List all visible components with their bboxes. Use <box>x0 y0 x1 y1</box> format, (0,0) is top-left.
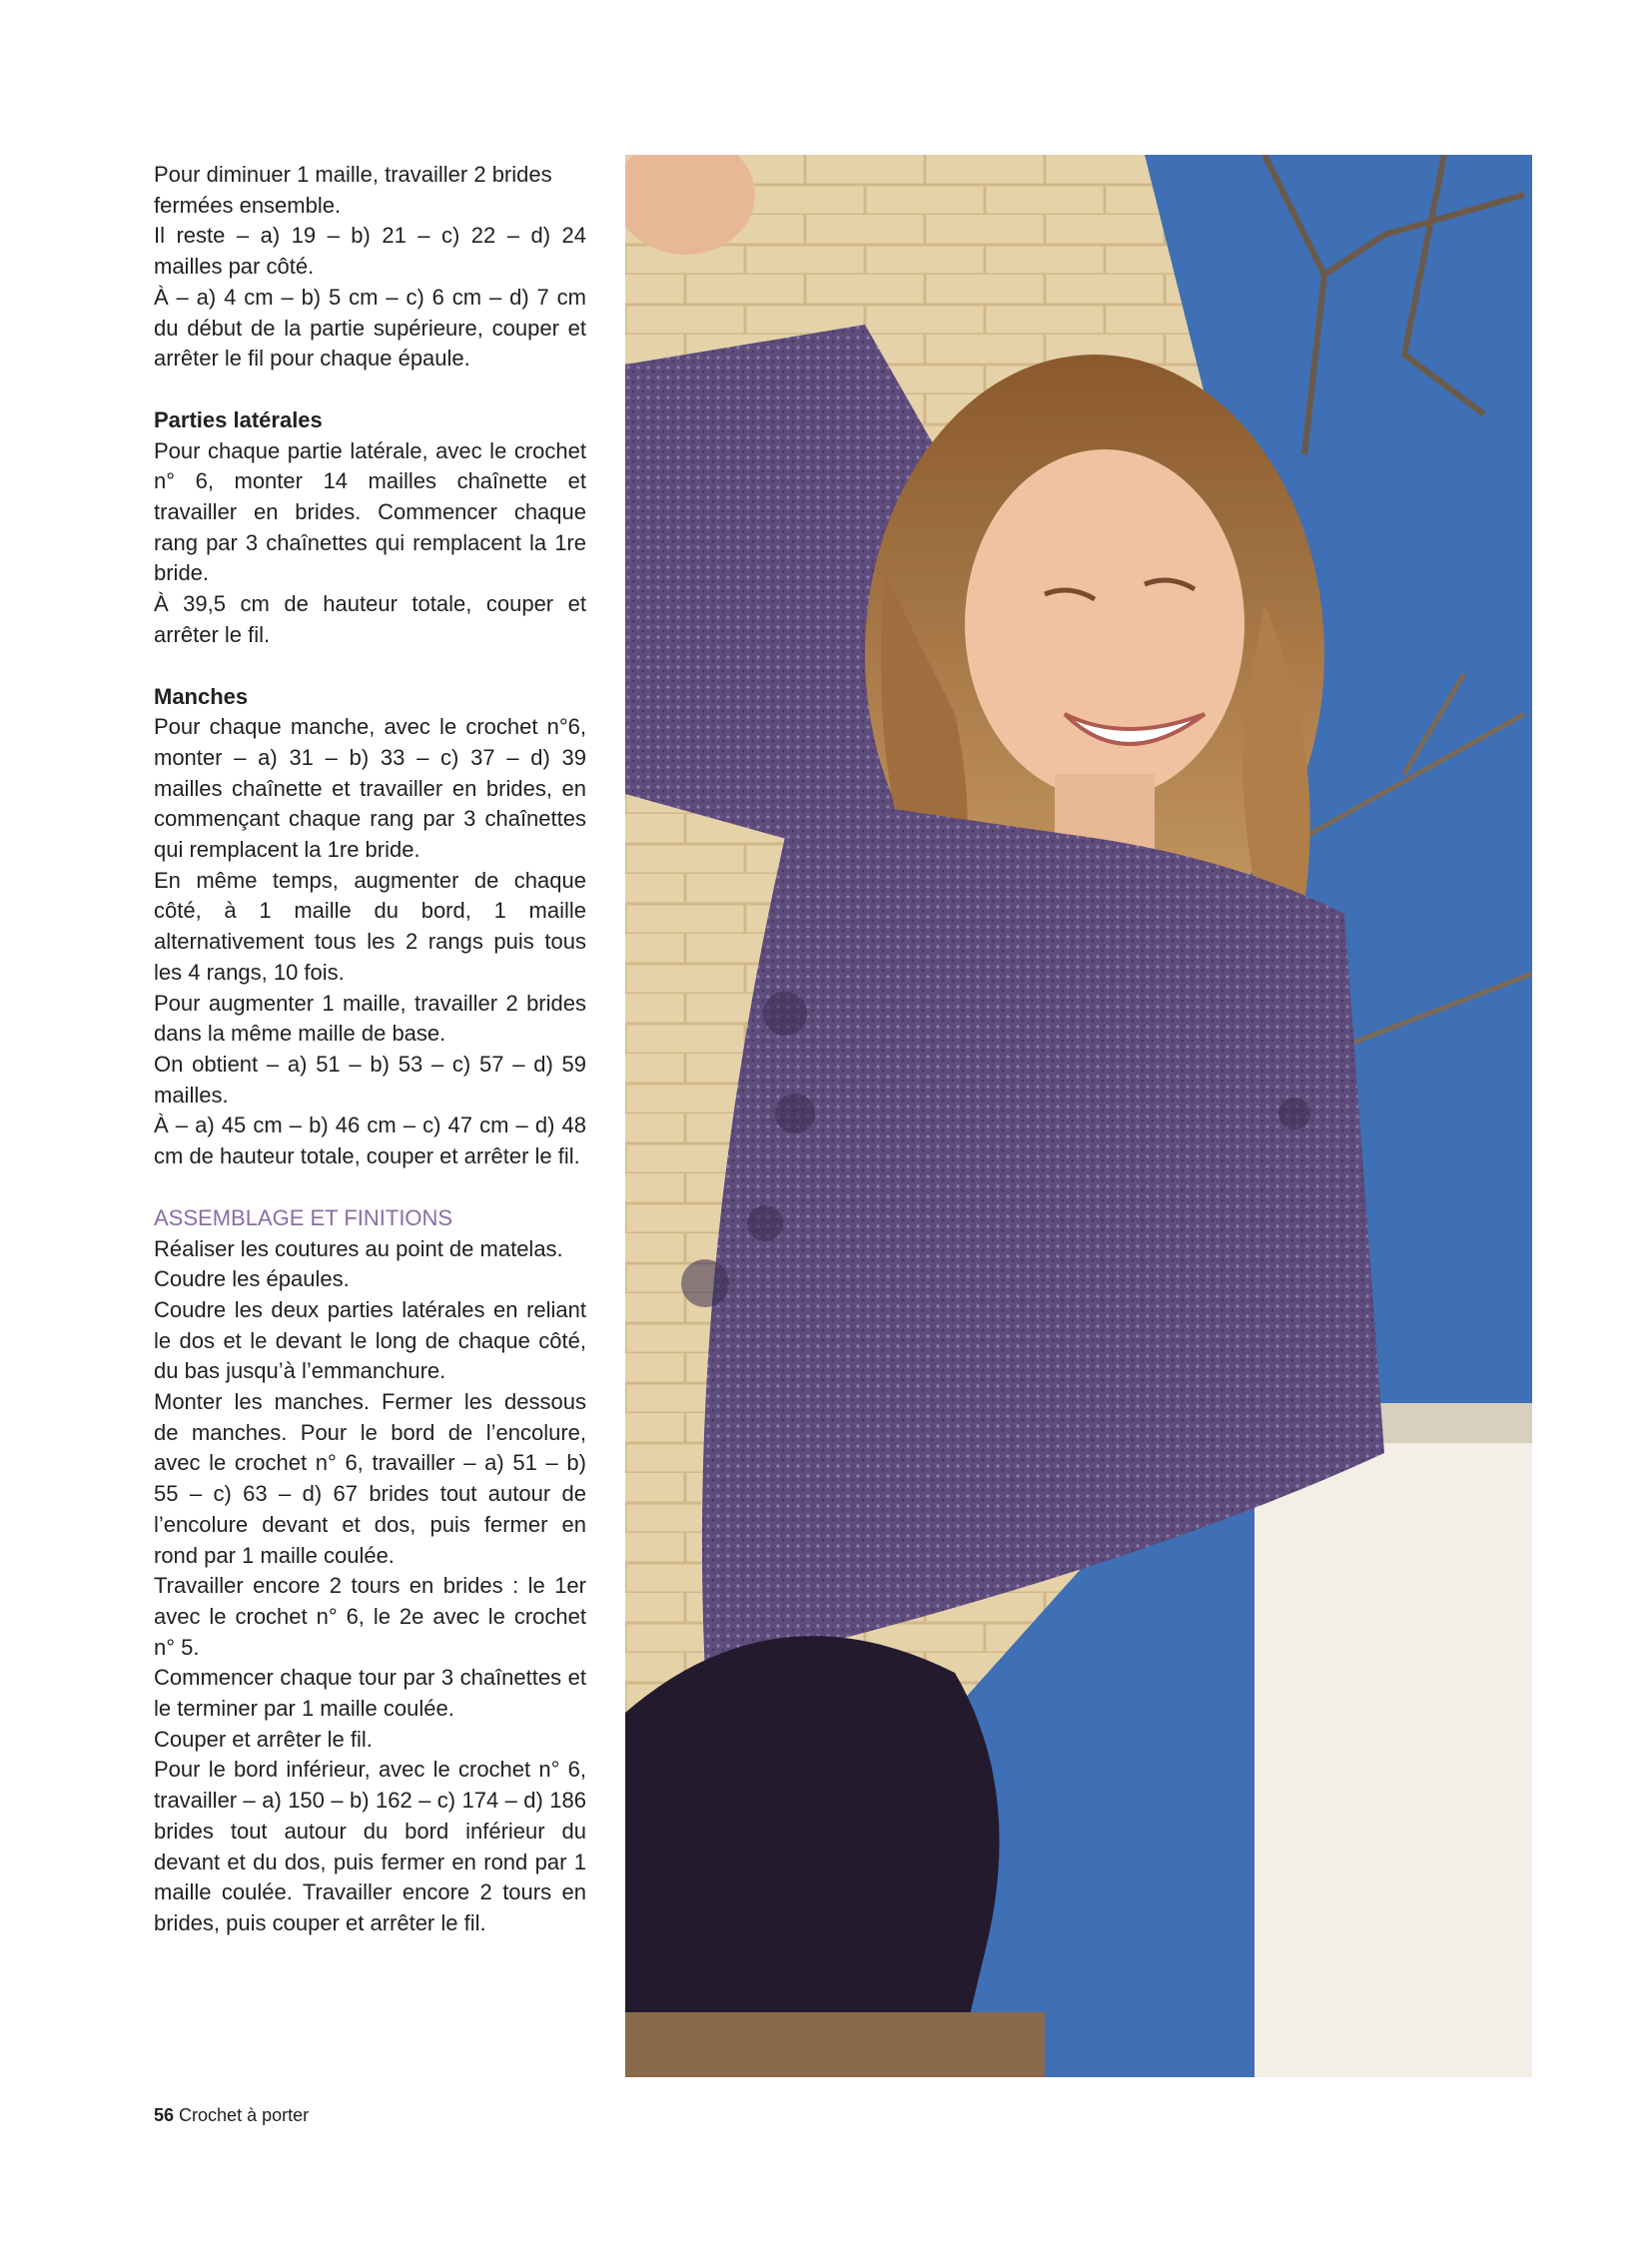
assemblage-paragraph-3: Coudre les deux parties latérales en reliant le dos et le devant le long de chaque côté, du bas jusqu’à l’emmanchure. <box>154 1296 586 1384</box>
intro-paragraph-3: À – a) 4 cm – b) 5 cm – c) 6 cm – d) 7 cm du début de la partie supérieure, couper et arrêter le fil pour chaque épaule. <box>154 284 586 372</box>
parties-laterales-heading: Parties latérales <box>154 406 323 432</box>
page-footer <box>154 2104 309 2126</box>
photo-woman-purple-sweater <box>625 155 1532 2077</box>
parties-laterales-paragraph-2: À 39,5 cm de hauteur totale, couper et arrêter le fil. <box>154 591 586 647</box>
intro-paragraph-2: Il reste – a) 19 – b) 21 – c) 22 – d) 24 mailles par côté. <box>154 223 586 280</box>
assemblage-paragraph-2: Coudre les épaules. <box>154 1266 350 1292</box>
manches-paragraph-4: On obtient – a) 51 – b) 53 – c) 57 – d) 59 mailles. <box>154 1051 586 1108</box>
manches-heading: Manches <box>154 683 249 709</box>
page-number: 56 <box>154 2105 175 2125</box>
assemblage-paragraph-5: Travailler encore 2 tours en brides : le 1er avec le crochet n° 6, le 2e avec le crochet n° 5. <box>154 1573 586 1660</box>
instructions-column <box>154 160 586 1939</box>
assemblage-paragraph-7: Couper et arrêter le fil. <box>154 1726 373 1752</box>
manches-paragraph-2: En même temps, augmenter de chaque côté, à 1 maille du bord, 1 maille alternativement tous les 2 rangs puis tous les 4 rangs, 10 fois. <box>154 867 586 985</box>
manches-paragraph-1: Pour chaque manche, avec le crochet n°6, monter – a) 31 – b) 33 – c) 37 – d) 39 mailles chaînette et travailler en brides, en commençant chaque rang par 3 chaînettes qui remplacent la 1re bride. <box>154 714 586 863</box>
assemblage-paragraph-1: Réaliser les coutures au point de matelas. <box>154 1235 563 1261</box>
manches-paragraph-3: Pour augmenter 1 maille, travailler 2 brides dans la même maille de base. <box>154 990 586 1047</box>
assemblage-paragraph-6: Commencer chaque tour par 3 chaînettes et le terminer par 1 maille coulée. <box>154 1665 586 1722</box>
manches-paragraph-5: À – a) 45 cm – b) 46 cm – c) 47 cm – d) 48 cm de hauteur totale, couper et arrêter le fil. <box>154 1113 586 1169</box>
assemblage-paragraph-8: Pour le bord inférieur, avec le crochet n° 6, travailler – a) 150 – b) 162 – c) 174 – d) 186 brides tout autour du bord inférieur du devant et du dos, puis fermer en rond par 1 maille coulée. Travailler encore 2 tours en brides, puis couper et arrêter le fil. <box>154 1757 586 1935</box>
assemblage-heading: ASSEMBLAGE ET FINITIONS <box>154 1204 453 1230</box>
assemblage-paragraph-4: Monter les manches. Fermer les dessous de manches. Pour le bord de l’encolure, avec le crochet n° 6, travailler – a) 51 – b) 55 – c) 63 – d) 67 brides tout autour de l’encolure devant et dos, puis fermer en rond par 1 maille coulée. <box>154 1389 586 1568</box>
intro-paragraph-1: Pour diminuer 1 maille, travailler 2 brides fermées ensemble. <box>154 162 552 218</box>
magazine-name: Crochet à porter <box>179 2105 310 2125</box>
parties-laterales-paragraph-1: Pour chaque partie latérale, avec le crochet n° 6, monter 14 mailles chaînette et travailler en brides. Commencer chaque rang par 3 chaînettes qui remplacent la 1re bride. <box>154 437 586 586</box>
